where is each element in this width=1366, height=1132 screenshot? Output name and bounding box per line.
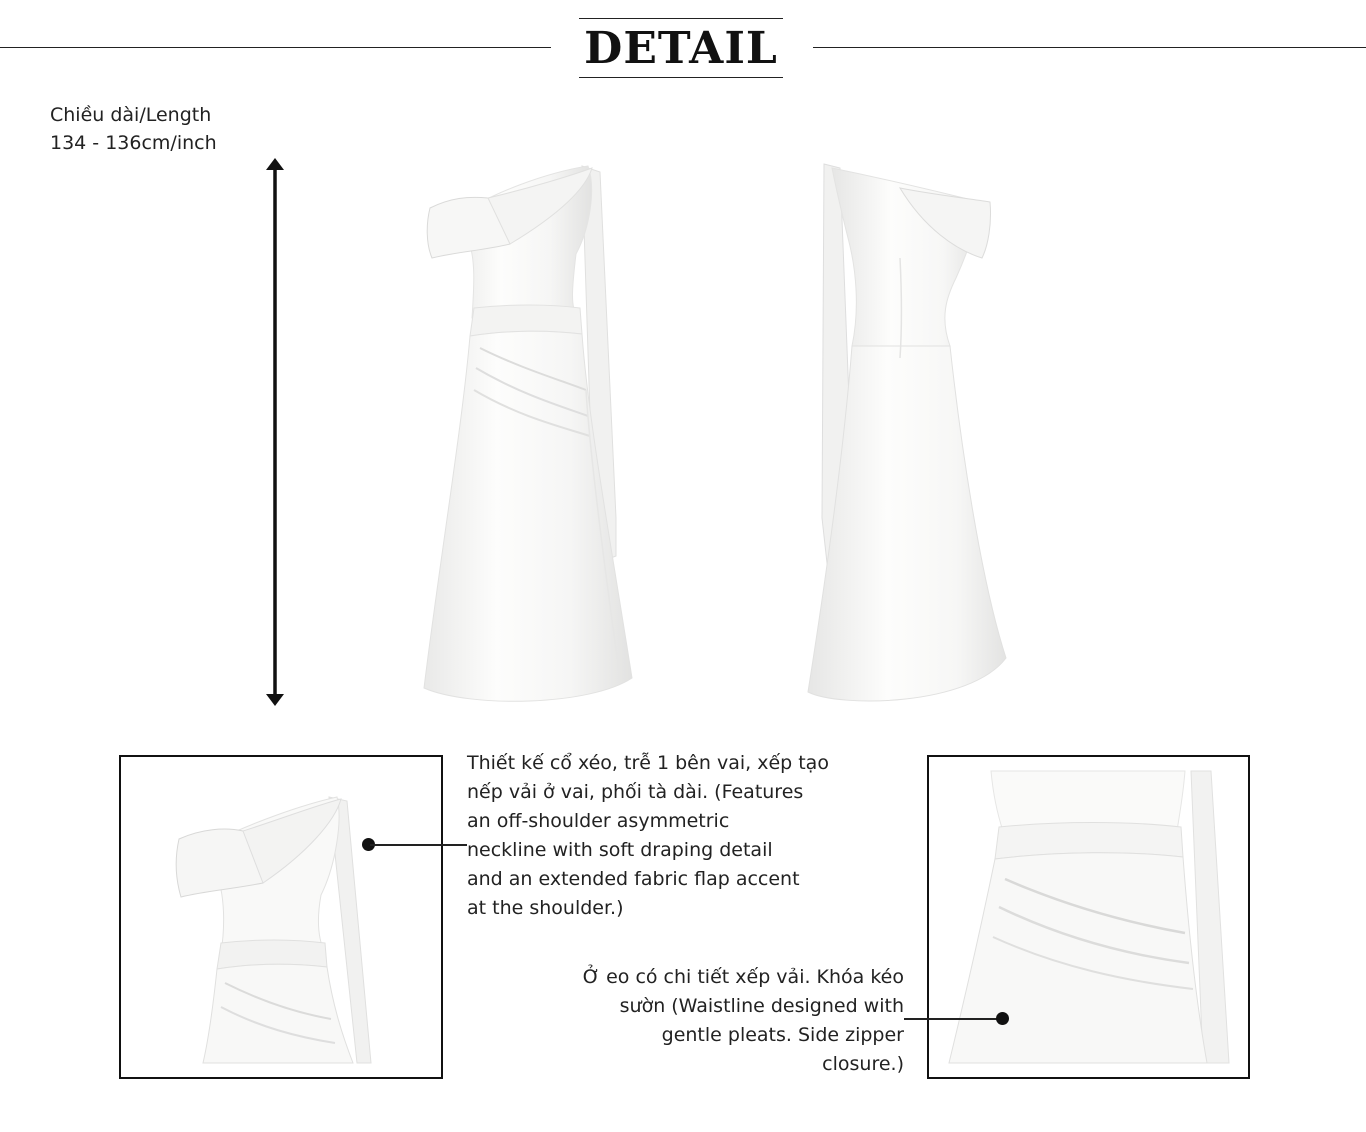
caption-line: Ở eo có chi tiết xếp vải. Khóa kéo	[582, 966, 904, 988]
caption-line: neckline with soft draping detail	[467, 839, 773, 861]
dress-back-photo	[800, 158, 1010, 710]
dot-icon	[996, 1012, 1009, 1025]
caption-line: and an extended fabric flap accent	[467, 868, 800, 890]
header-rule-right	[813, 47, 1366, 48]
leader-line-shoulder	[370, 844, 467, 846]
caption-line: at the shoulder.)	[467, 897, 624, 919]
detail-frame-waist	[927, 755, 1250, 1079]
length-label	[50, 101, 217, 157]
dress-front-photo	[410, 158, 650, 710]
title-box	[579, 18, 783, 78]
detail-shoulder-photo	[121, 757, 441, 1077]
caption-line: closure.)	[822, 1053, 904, 1075]
caption-line: an off-shoulder asymmetric	[467, 810, 730, 832]
leader-line-waist	[904, 1018, 1002, 1020]
detail-waist-caption	[583, 963, 904, 1079]
length-label-title: Chiều dài/Length	[50, 104, 212, 126]
page-title: DETAIL	[584, 22, 778, 74]
caption-line: Thiết kế cổ xéo, trễ 1 bên vai, xếp tạo	[467, 752, 829, 774]
caption-line: nếp vải ở vai, phối tà dài. (Features	[467, 781, 804, 803]
detail-waist-photo	[929, 757, 1248, 1077]
header-rule-left	[0, 47, 551, 48]
caption-line: sườn (Waistline designed with	[619, 995, 904, 1017]
length-label-value: 134 - 136cm/inch	[50, 132, 217, 154]
detail-frame-shoulder	[119, 755, 443, 1079]
caption-line: gentle pleats. Side zipper	[661, 1024, 904, 1046]
double-arrow-icon	[262, 158, 288, 706]
detail-shoulder-caption	[467, 749, 829, 923]
